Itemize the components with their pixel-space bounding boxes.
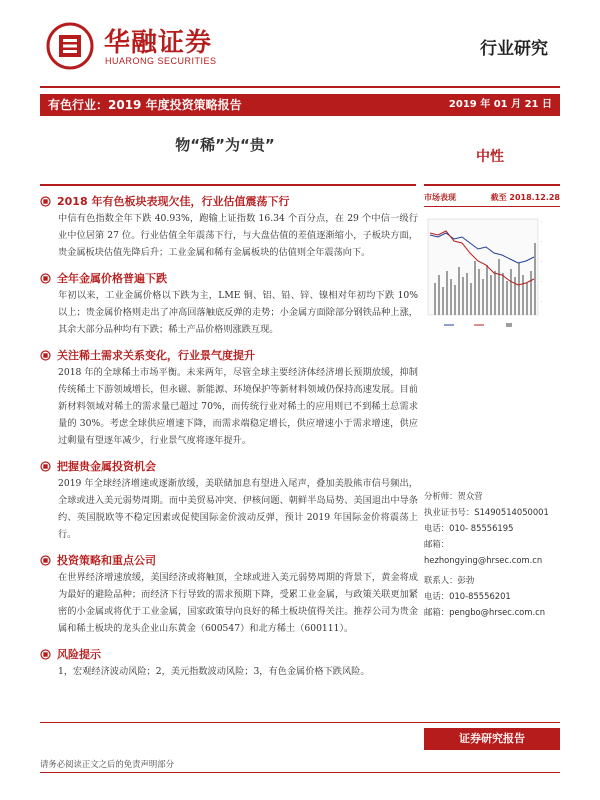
- analyst-name: 分析师：贺众营: [424, 491, 483, 501]
- huarong-logo-icon: [46, 22, 94, 70]
- section-precious-metals: [40, 457, 418, 543]
- section-heading-text: 2018 年有色板块表现欠佳，行业估值震荡下行: [57, 195, 290, 208]
- page-header: [0, 0, 600, 90]
- section-heading: [40, 645, 418, 663]
- svg-text:·: ·: [541, 279, 543, 284]
- report-type: 行业研究: [480, 39, 548, 59]
- section-body: 2019 年全球经济增速或逐渐放缓，美联储加息有望进入尾声，叠加美股熊市信号频出，全球或进入美元弱势周期。而中美贸易冲突、伊核问题、朝鲜半岛局势、美国退出中导条约、英国脱欧等不稳定因素或促使国际金价波动反弹，预计 2019 年国际金价将震荡上行。: [58, 478, 418, 540]
- main-title: 物“稀”为“贵”: [175, 136, 275, 154]
- contact-name: 联系人：彭勃: [424, 575, 475, 585]
- contact-email[interactable]: 邮箱：pengbo@hrsec.com.cn: [424, 607, 546, 617]
- section-strategy: [40, 551, 418, 637]
- analyst-phone: 电话：010- 85556195: [424, 523, 514, 533]
- summary-column: [40, 192, 418, 688]
- section-heading-text: 把握贵金属投资机会: [57, 460, 156, 473]
- red-circle-bullet-icon: [40, 649, 51, 660]
- section-rare-earth: [40, 346, 418, 449]
- footer-label: 证券研究报告: [424, 728, 560, 750]
- red-circle-bullet-icon: [40, 555, 51, 566]
- red-circle-bullet-icon: [40, 461, 51, 472]
- chart-legend: [444, 323, 512, 327]
- logo-english-text: HUARONG SECURITIES: [105, 56, 217, 66]
- disclaimer-text: 请务必阅读正文之后的免责声明部分: [40, 759, 174, 769]
- red-circle-bullet-icon: [40, 273, 51, 284]
- analyst-email[interactable]: 邮箱：hezhongying@hrsec.com.cn: [424, 539, 543, 565]
- section-heading: [40, 269, 418, 287]
- section-heading: [40, 457, 418, 475]
- contact-phone: 电话：010-85556201: [424, 591, 511, 601]
- market-performance-panel: [424, 192, 560, 345]
- section-performance: [40, 192, 418, 261]
- market-header: [424, 192, 560, 207]
- section-body: 中信有色指数全年下跌 40.93%，跑输上证指数 16.34 个百分点，在 29 个中信一级行业中位居第 27 位。行业估值全年震荡下行，与大盘估值的差值逐渐缩小，子板块方面，贵金属板块估值先降后升；工业金属和稀有金属板块的估值则全年震荡向下。: [58, 213, 418, 258]
- section-risk: [40, 645, 418, 680]
- section-body: 年初以来，工业金属价格以下跌为主，LME 铜、铝、铅、锌、镍相对年初均下跌 10%以上；贵金属价格则走出了冲高回落触底反弹的走势；小金属方面除部分钢铁品种上涨，其余大部分品种均有下跌；稀土产品价格则涨跌互现。: [58, 290, 418, 335]
- analyst-cert: 执业证书号：S1490514050001: [424, 507, 549, 517]
- svg-text:·: ·: [541, 299, 543, 304]
- section-body: 在世界经济增速放缓，美国经济或将触顶，全球或进入美元弱势周期的背景下，黄金将成为最好的避险品种；而经济下行导致的需求预期下降，受累工业金属，与政策关联更加紧密的小金属或将优于工业金属，国家政策导向良好的稀土板块值得关注。推荐公司为贵金属和稀土板块的龙头企业山东黄金（600547）和北方稀土（600111）。: [58, 572, 418, 634]
- footer-divider: [40, 722, 560, 723]
- section-heading-text: 全年金属价格普遍下跌: [57, 272, 167, 285]
- red-circle-bullet-icon: [40, 196, 51, 207]
- analyst-info: [424, 488, 564, 568]
- section-body: 2018 年的全球稀土市场平衡。未来两年，尽管全球主要经济体经济增长预期放缓，抑制传统稀土下游领域增长，但永磁、新能源、环境保护等新材料领域仍保持高速发展。目前新材料领域对稀土的需求量已超过 70%，而传统行业对稀土的应用则已不到稀土总需求量的 30%。考虑全球供应增速下降，而需求端稳定增长，供应增速小于需求增速，供应过剩量有望逐年减少，行业景气度将逐年提升。: [58, 367, 418, 446]
- market-date: 截至 2018.12.28: [490, 193, 560, 202]
- svg-text:·: ·: [541, 219, 543, 224]
- title-band: [40, 94, 560, 116]
- contact-info: [424, 572, 564, 620]
- bottom-divider: [40, 772, 560, 773]
- section-heading: [40, 346, 418, 364]
- section-heading-text: 关注稀土需求关系变化，行业景气度提升: [57, 349, 255, 362]
- market-label: 市场表现: [424, 193, 456, 202]
- section-heading: [40, 551, 418, 569]
- svg-text:·: ·: [541, 259, 543, 264]
- rating-badge: 中性: [476, 149, 504, 165]
- market-performance-chart: [424, 213, 560, 341]
- svg-text:·: ·: [541, 239, 543, 244]
- content-divider: [40, 184, 416, 186]
- section-heading: [40, 192, 418, 210]
- red-circle-bullet-icon: [40, 350, 51, 361]
- sidebar-divider: [424, 184, 560, 186]
- logo-text: 华融证券: [104, 28, 213, 58]
- report-date: 2019 年 01 月 21 日: [448, 99, 552, 110]
- report-title: 有色行业：2019 年度投资策略报告: [48, 98, 242, 112]
- header-divider: [40, 86, 560, 88]
- section-prices: [40, 269, 418, 338]
- section-heading-text: 投资策略和重点公司: [57, 554, 156, 567]
- section-body: 1，宏观经济波动风险；2，美元指数波动风险；3，有色金属价格下跌风险。: [58, 666, 370, 677]
- section-heading-text: 风险提示: [57, 648, 101, 661]
